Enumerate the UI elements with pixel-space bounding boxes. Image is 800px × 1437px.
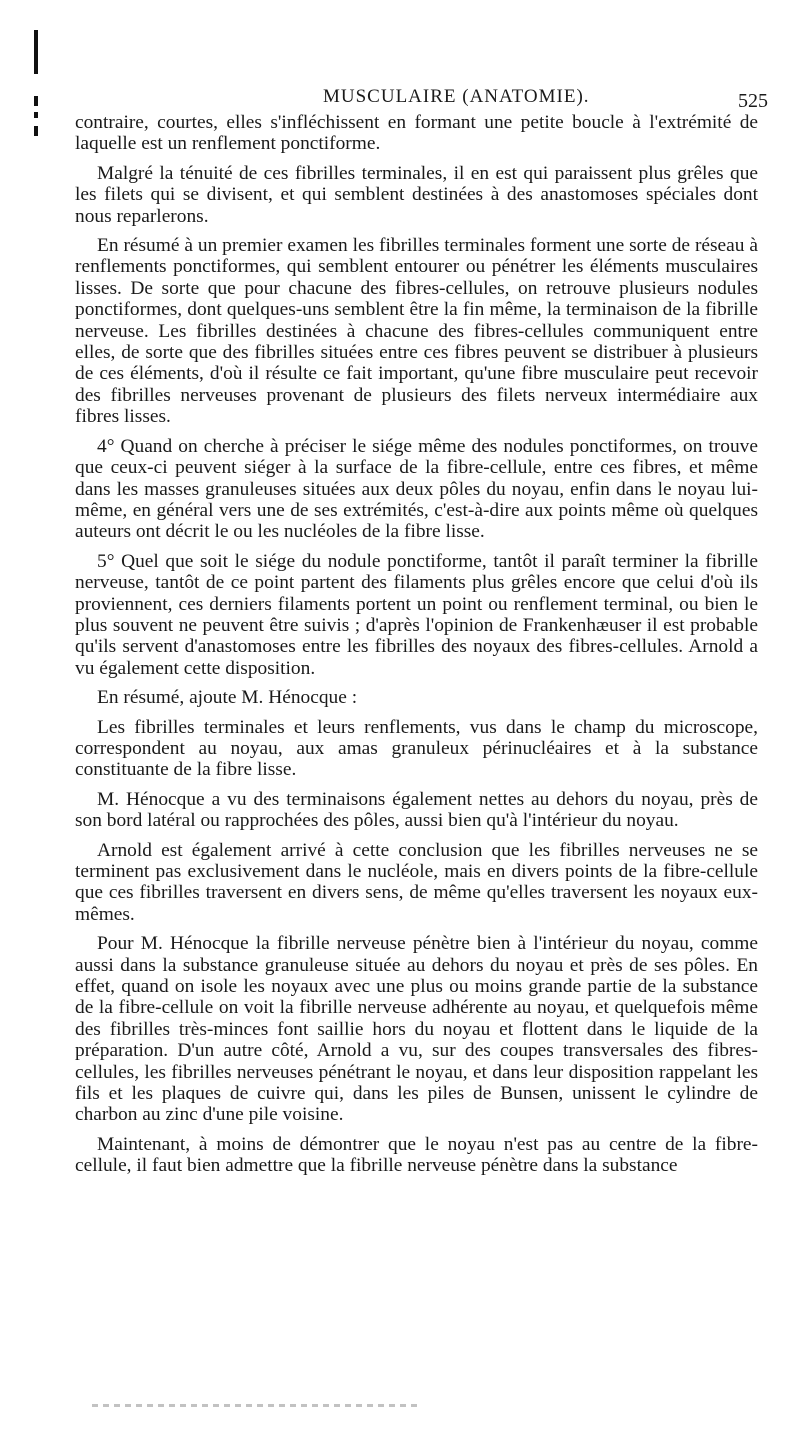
paragraph-point-5: 5° Quel que soit le siége du nodule ponctiforme, tantôt il paraît terminer la fibrille nerveuse, tantôt de ce point partent des filaments plus grêles encore que celui d'où ils proviennent, ces derniers filaments portent un point ou renflement terminal, ou bien le plus souvent ne peuvent être suivis ; d'après l'opinion de Frankenhæuser il est probable qu'ils servent d'anastomoses entre les fibrilles des noyaux des fibres-cellules. Arnold a vu également cette disposition. xyxy=(75,550,758,679)
scan-mark xyxy=(34,112,38,118)
paragraph: Malgré la ténuité de ces fibrilles terminales, il en est qui paraissent plus grêles que les filets qui se divisent, et qui semblent destinées à des anastomoses spéciales dont nous reparlerons. xyxy=(75,162,758,227)
scan-edge-marks xyxy=(34,30,40,142)
paragraph: En résumé, ajoute M. Hénocque : xyxy=(97,687,358,709)
paragraph: Pour M. Hénocque la fibrille nerveuse pénètre bien à l'intérieur du noyau, comme aussi dans la substance granuleuse située au dehors du noyau et près de ses pôles. En effet, quand on isole les noyaux avec une plus ou moins grande partie de la substance de la fibre-cellule on voit la fibrille nerveuse adhérente au noyau, et quelquefois même des fibrilles très-minces font saillie hors du noyau et flottent dans le liquide de la préparation. D'un autre côté, Arnold a vu, sur des coupes transversales des fibres-cellules, les fibrilles nerveuses pénétrant le noyau, et dans leur disposition rappelant les fils et les plaques de cuivre qui, dans les piles de Bunsen, unissent le cylindre de charbon au zinc d'une pile voisine. xyxy=(75,933,758,1126)
paragraph: Maintenant, à moins de démontrer que le noyau n'est pas au centre de la fibre-cellule, il faut bien admettre que la fibrille nerveuse pénètre dans la substance xyxy=(75,1133,758,1177)
paragraph: En résumé à un premier examen les fibrilles terminales forment une sorte de réseau à renflements ponctiformes, qui semblent entourer ou pénétrer les éléments musculaires lisses. De sorte que pour chacune des fibres-cellules, on retrouve plusieurs nodules ponctiformes, dont quelques-uns semblent être la fin même, la terminaison de la fibrille nerveuse. Les fibrilles destinées à chacune des fibres-cellules communiquent entre elles, de sorte que des fibrilles situées entre ces fibres peuvent se distribuer à plusieurs de ces éléments, d'où il résulte ce fait important, qu'une fibre musculaire peut recevoir des fibrilles nerveuses provenant de plusieurs des filets nerveux intermédiaire aux fibres lisses. xyxy=(75,235,758,428)
scan-mark xyxy=(34,96,38,106)
page-body xyxy=(75,112,758,1185)
scan-bottom-trace xyxy=(92,1404,422,1407)
paragraph: M. Hénocque a vu des terminaisons également nettes au dehors du noyau, près de son bord latéral ou rapprochées des pôles, aussi bien qu'à l'intérieur du noyau. xyxy=(75,788,758,832)
scan-mark xyxy=(34,126,38,136)
paragraph-continuation: contraire, courtes, elles s'infléchissent en formant une petite boucle à l'extrémité de laquelle est un renflement ponctiforme. xyxy=(75,112,758,155)
paragraph-point-4: 4° Quand on cherche à préciser le siége même des nodules ponctiformes, on trouve que ceux-ci peuvent siéger à la surface de la fibre-cellule, entre ces fibres, et même dans les masses granuleuses situées aux deux pôles du noyau, enfin dans le noyau lui-même, en général vers une de ses extrémités, c'est-à-dire aux points même où quelques auteurs ont décrit le ou les nucléoles de la fibre lisse. xyxy=(75,435,758,543)
scan-mark xyxy=(34,30,38,74)
paragraph: Arnold est également arrivé à cette conclusion que les fibrilles nerveuses ne se terminent pas exclusivement dans le nucléole, mais en divers points de la fibre-cellule que ces fibrilles traversent en divers sens, de même qu'elles traversent les noyaux eux-mêmes. xyxy=(75,839,758,925)
page-number: 525 xyxy=(738,90,768,112)
running-title: MUSCULAIRE (ANATOMIE). xyxy=(323,86,590,107)
paragraph: Les fibrilles terminales et leurs renflements, vus dans le champ du microscope, correspondent au noyau, aux amas granuleux périnucléaires et à la substance constituante de la fibre lisse. xyxy=(75,716,758,781)
